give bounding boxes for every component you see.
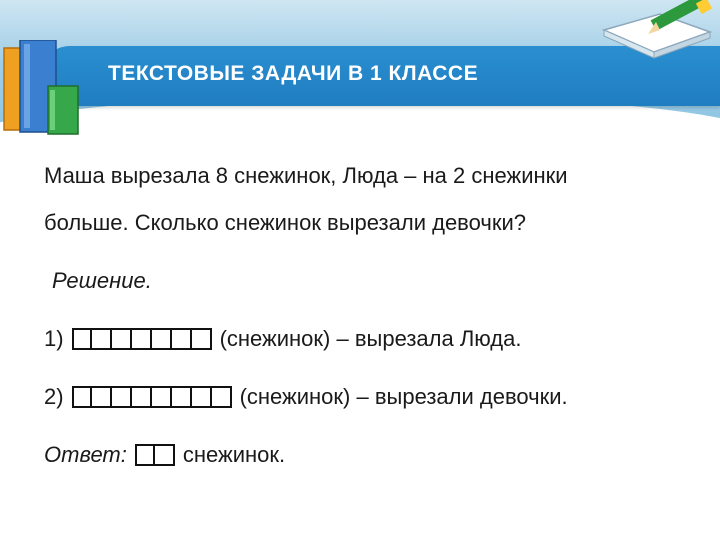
digit-box[interactable] <box>92 386 112 408</box>
digit-box[interactable] <box>112 386 132 408</box>
answer-row <box>44 442 285 468</box>
step-1-number: 1) <box>44 326 64 351</box>
digit-box[interactable] <box>132 328 152 350</box>
notebook-pencil-icon <box>590 0 720 60</box>
digit-box[interactable] <box>92 328 112 350</box>
step-1-text: (снежинок) – вырезала Люда. <box>219 326 522 351</box>
slide-title: ТЕКСТОВЫЕ ЗАДАЧИ В 1 КЛАССЕ <box>108 62 479 85</box>
answer-label: Ответ: <box>44 442 127 467</box>
answer-text: снежинок. <box>182 442 286 467</box>
books-icon <box>0 40 90 140</box>
digit-box[interactable] <box>72 386 92 408</box>
digit-box[interactable] <box>172 386 192 408</box>
step-2 <box>44 384 568 410</box>
digit-box[interactable] <box>132 386 152 408</box>
problem-line-2: больше. Сколько снежинок вырезали девочки? <box>44 210 526 235</box>
digit-box[interactable] <box>192 328 212 350</box>
digit-box[interactable] <box>135 444 155 466</box>
digit-box[interactable] <box>152 328 172 350</box>
digit-box[interactable] <box>212 386 232 408</box>
step-1 <box>44 326 521 352</box>
digit-box[interactable] <box>155 444 175 466</box>
solution-label: Решение. <box>52 268 152 293</box>
digit-box[interactable] <box>152 386 172 408</box>
step-2-input-boxes[interactable] <box>72 386 232 408</box>
step-2-text: (снежинок) – вырезали девочки. <box>239 384 568 409</box>
digit-box[interactable] <box>172 328 192 350</box>
step-1-input-boxes[interactable] <box>72 328 212 350</box>
step-2-number: 2) <box>44 384 64 409</box>
digit-box[interactable] <box>192 386 212 408</box>
answer-input-boxes[interactable] <box>135 444 175 466</box>
digit-box[interactable] <box>112 328 132 350</box>
problem-line-1: Маша вырезала 8 снежинок, Люда – на 2 снежинки <box>44 163 568 188</box>
digit-box[interactable] <box>72 328 92 350</box>
